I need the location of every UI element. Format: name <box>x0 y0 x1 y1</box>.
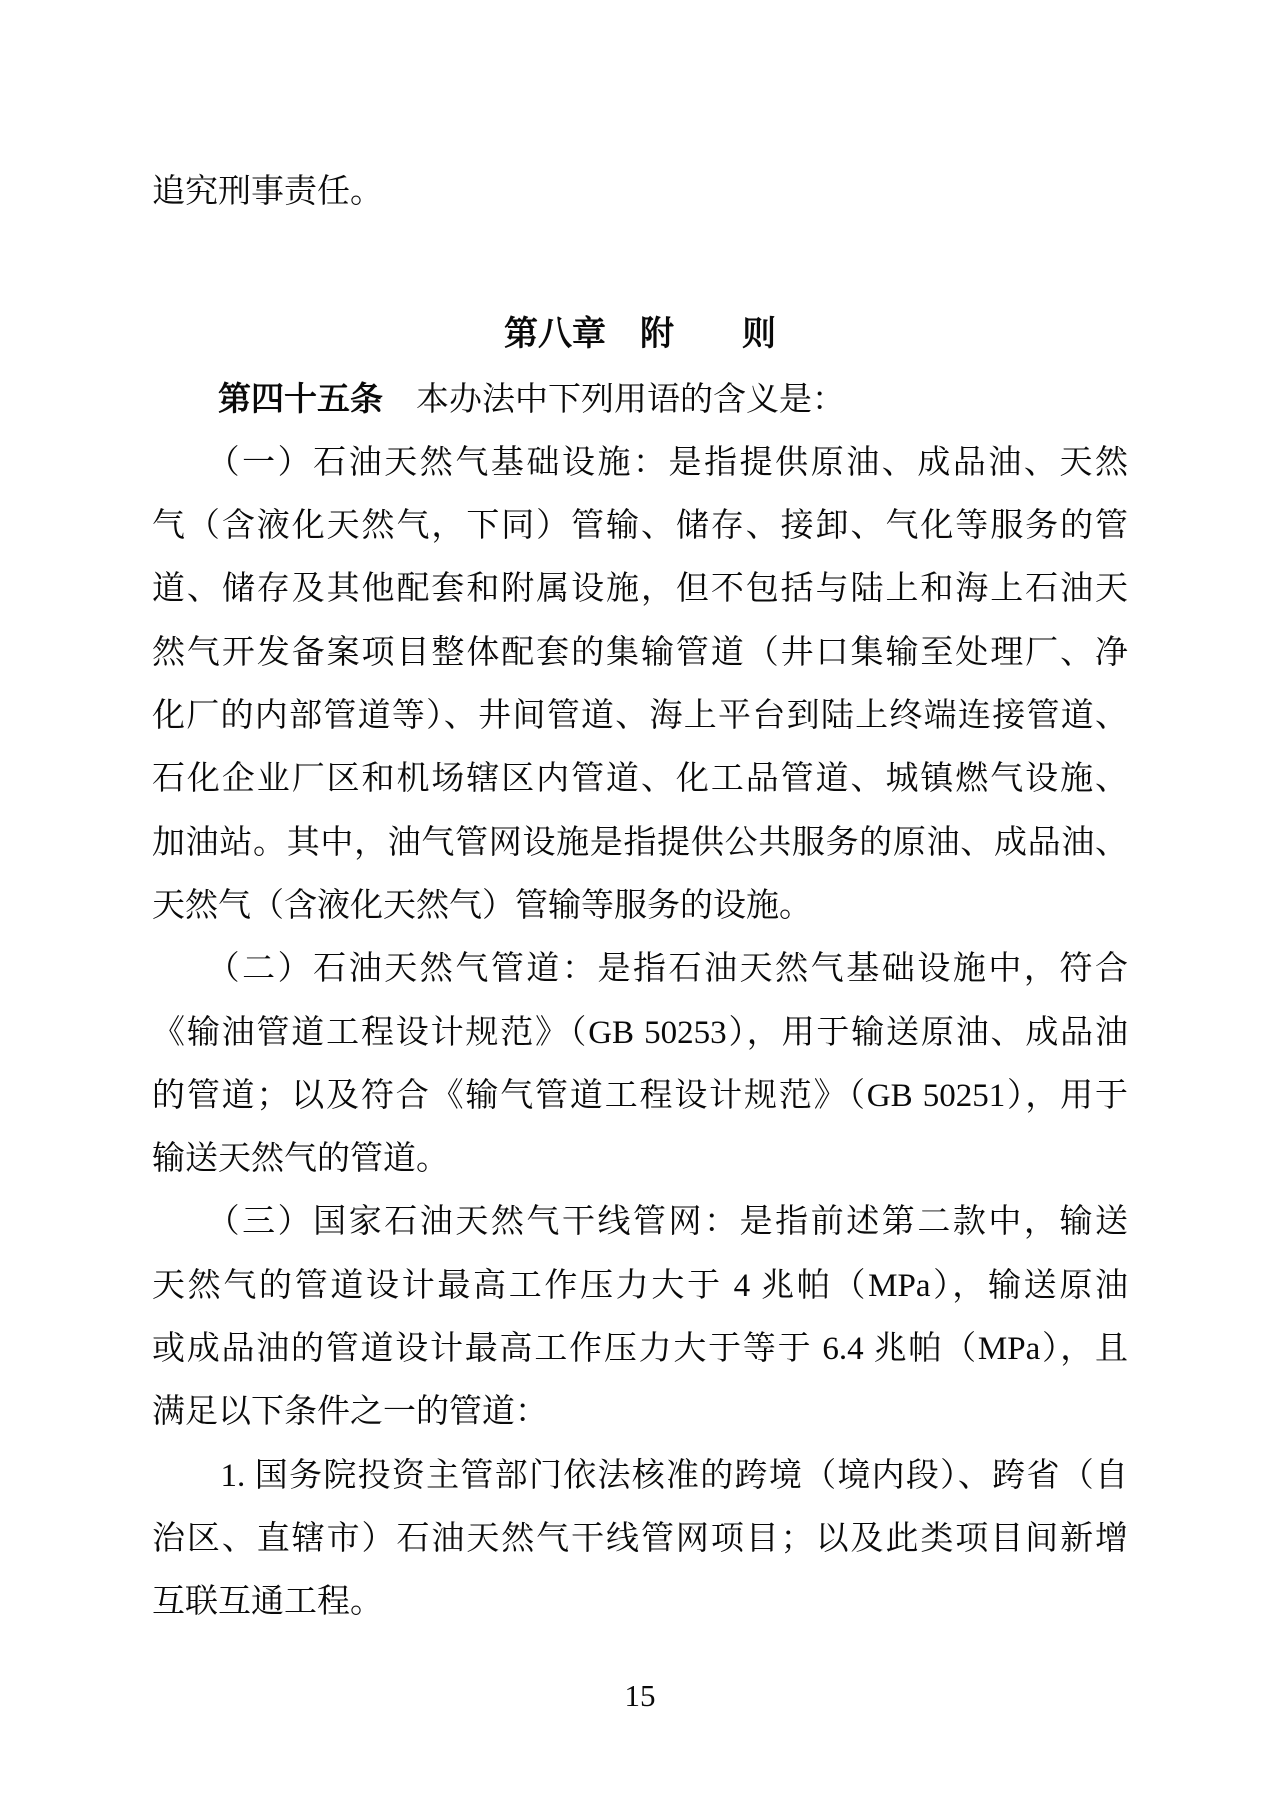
article-text: 本办法中下列用语的含义是： <box>383 381 845 418</box>
document-line: 天然气的管道设计最高工作压力大于 4 兆帕（MPa），输送原油 <box>152 1267 1128 1304</box>
document-line: 道、储存及其他配套和附属设施，但不包括与陆上和海上石油天 <box>152 571 1128 608</box>
document-line: 石化企业厂区和机场辖区内管道、化工品管道、城镇燃气设施、 <box>152 761 1128 798</box>
document-line: 互联互通工程。 <box>152 1584 383 1621</box>
document-line: 的管道；以及符合《输气管道工程设计规范》（GB 50251），用于 <box>152 1077 1128 1114</box>
document-line: （一）石油天然气基础设施：是指提供原油、成品油、天然 <box>152 444 1128 481</box>
document-line: 满足以下条件之一的管道： <box>152 1394 548 1431</box>
article-45-line <box>152 367 1128 432</box>
document-line: 加油站。其中，油气管网设施是指提供公共服务的原油、成品油、 <box>152 824 1128 861</box>
document-line: （二）石油天然气管道：是指石油天然气基础设施中，符合 <box>152 951 1128 988</box>
document-line: 天然气（含液化天然气）管输等服务的设施。 <box>152 887 812 924</box>
chapter-heading: 第八章 附 则 <box>504 315 776 354</box>
document-line: 追究刑事责任。 <box>152 174 383 210</box>
document-line: 输送天然气的管道。 <box>152 1141 449 1178</box>
page-number: 15 <box>624 1678 656 1713</box>
document-line: 治区、直辖市）石油天然气干线管网项目；以及此类项目间新增 <box>152 1520 1128 1557</box>
document-line: 然气开发备案项目整体配套的集输管道（井口集输至处理厂、净 <box>152 634 1128 671</box>
document-body <box>152 161 1128 1635</box>
document-line: （三）国家石油天然气干线管网：是指前述第二款中，输送 <box>152 1204 1128 1241</box>
article-number-label: 第四十五条 <box>152 379 383 417</box>
document-line: 或成品油的管道设计最高工作压力大于等于 6.4 兆帕（MPa），且 <box>152 1331 1128 1368</box>
document-line: 《输油管道工程设计规范》（GB 50253），用于输送原油、成品油 <box>152 1014 1128 1051</box>
document-line: 化厂的内部管道等）、井间管道、海上平台到陆上终端连接管道、 <box>152 698 1128 735</box>
document-line: 1. 国务院投资主管部门依法核准的跨境（境内段）、跨省（自 <box>152 1457 1128 1494</box>
document-line: 气（含液化天然气，下同）管输、储存、接卸、气化等服务的管 <box>152 508 1128 545</box>
